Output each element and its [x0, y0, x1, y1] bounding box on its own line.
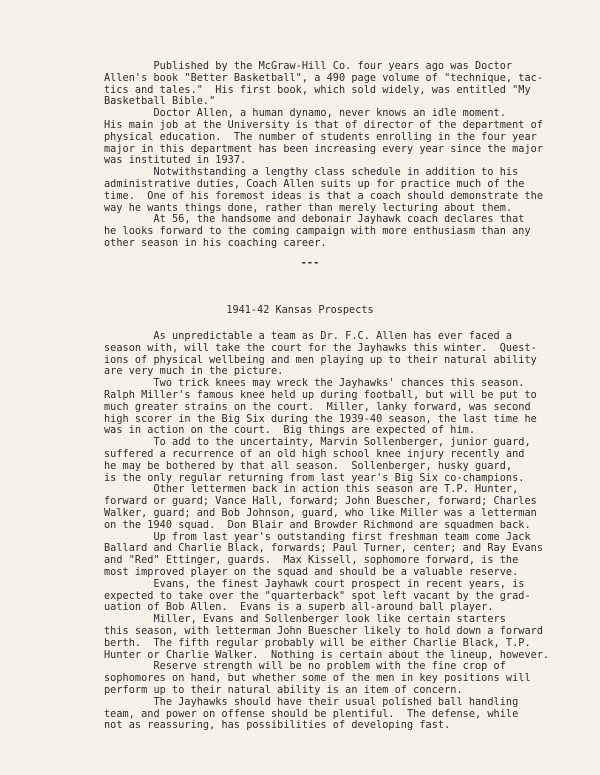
kansas-prospects-text: As unpredictable a team as Dr. F.C. Allen has ever faced a season with, will take the court for the Jayhawks this winter. Quest- ions of physical wellbeing and men playing up to their natural ability are very much in the picture. Two trick knees may wreck the Jayhawks' chances this season. Ralph Miller's famous knee held up during football, but will be put to much greater strains on the court. Miller, lanky forward, was second high scorer in the Big Six during the 1939-40 season, the last time he was in action on the court. Big things are expected of him. To add to the uncertainty, Marvin Sollenberger, junior guard, suffered a recurrence of an old high school knee injury recently and he may be bothered by that all season. Sollenberger, husky guard, is the only regular returning from last year's Big Six co-champions. Other lettermen back in action this season are T.P. Hunter, forward or guard; Vance Hall, forward; John Buescher, forward; Charles Walker, guard; and Bob Johnson, guard, who like Miller was a letterman on the 1940 squad. Don Blair and Browder Richmond are squadmen back. Up from last year's outstanding first freshman team come Jack Ballard and Charlie Black, forwards; Paul Turner, center; and Ray Evans and "Red" Ettinger, guards. Max Kissell, sophomore forward, is the most improved player on the squad and should be a valuable reserve. Evans, the finest Jayhawk court prospect in recent years, is expected to take over the "quarterback" spot left vacant by the grad- uation of Bob Allen. Evans is a superb all-around ball player. Miller, Evans and Sollenberger look like certain starters this season, with letterman John Buescher likely to hold down a forward berth. The fifth regular probably will be either Charlie Black, T.P. Hunter or Charlie Walker. Nothing is certain about the lineup, however. Reserve strength will be no problem with the fine crop of sophomores on hand, but whether some of the men in key positions will perform up to their natural ability is an item of concern. The Jayhawks should have their usual polished ball handling team, and power on offense should be plentiful. The defense, while not as reassuring, has possibilities of developing fast.	[104, 331, 550, 732]
section-divider: ---	[300, 258, 320, 269]
allen-profile-text: Published by the McGraw-Hill Co. four years ago was Doctor Allen's book "Better Basketball", a 490 page volume of "technique, tac- tics and tales." His first book, which sold widely, was entitled "My Basketball Bible." Doctor Allen, a human dynamo, never knows an idle moment. His main job at the University is that of director of the department of physical education. The number of students enrolling in the four year major in this department has been increasing every year since the major was instituted in 1937. Notwithstanding a lengthy class schedule in addition to his administrative duties, Coach Allen suits up for practice much of the time. One of his foremost ideas is that a coach should demonstrate the way he wants things done, rather than merely lecturing about them. At 56, the handsome and debonair Jayhawk coach declares that he looks forward to the coming campaign with more enthusiasm than any other season in his coaching career.	[104, 61, 544, 249]
section-heading: 1941-42 Kansas Prospects	[226, 305, 374, 316]
